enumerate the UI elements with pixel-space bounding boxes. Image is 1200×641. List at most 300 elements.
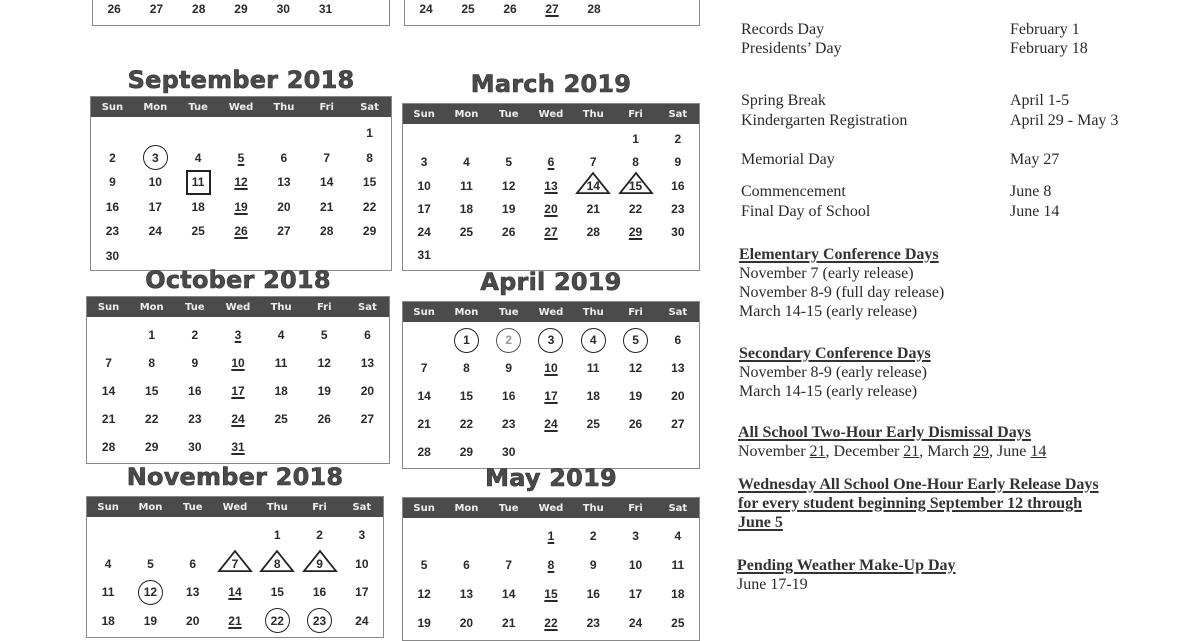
day-number: 16 [502,389,516,403]
day-cell [260,433,303,461]
day-cell [303,377,346,405]
event-name: Kindergarten Registration [741,112,908,129]
month-title: September 2018 [127,66,355,94]
day-number: 15 [145,384,159,398]
day-cell [614,438,656,466]
section-line: November 7 (early release) [739,265,914,282]
day-number: 26 [503,2,517,16]
day-number: 9 [505,361,513,375]
day-cell [214,578,256,607]
week-row [403,326,699,354]
day-cell [262,195,305,220]
weekday-header [403,498,699,518]
month-grid [90,96,392,271]
day-cell [177,244,220,269]
day-cell [216,405,259,433]
date-underlined: 14 [1030,443,1047,460]
day-cell [657,580,699,609]
day-number: 9 [589,558,597,572]
day-number: 20 [671,389,685,403]
weekday-label: Thu [270,301,292,313]
day-cell [530,410,572,438]
day-cell [614,410,656,438]
day-cell [403,221,445,244]
section-heading: June 5 [738,514,783,531]
day-cell [305,170,348,195]
day-cell [445,382,487,410]
day-cell [572,522,614,551]
day-cell [346,349,389,377]
weekday-label: Sat [360,101,379,113]
day-number: 29 [234,2,248,16]
day-cell [657,244,699,267]
day-number: 28 [192,2,206,16]
day-number: 15 [270,585,284,599]
day-number: 20 [544,201,558,216]
event-row [741,111,907,130]
day-cell [348,219,391,244]
day-cell [129,578,171,607]
weekday-header [87,497,383,517]
day-number: 13 [360,356,375,370]
month-grid [86,496,384,638]
week-row [93,0,389,23]
day-cell [262,244,305,269]
month-days [403,518,699,640]
day-number: 3 [548,326,555,354]
day-cell [347,0,389,23]
elementary-conference-section [739,245,944,321]
day-cell [445,175,487,198]
day-cell [488,198,530,221]
day-number: 17 [417,201,431,216]
day-cell [341,578,383,607]
day-cell [445,580,487,609]
day-number: 31 [417,248,431,263]
month-title: November 2018 [126,463,344,491]
event-date-text: June 8 [1010,183,1052,200]
weekday-label: Fri [628,306,643,318]
two-hour-dismissal-section [738,423,1046,461]
day-number: 27 [149,2,164,16]
day-cell [130,377,173,405]
day-number: 10 [148,175,162,189]
day-cell [614,382,656,410]
section-heading: Pending Weather Make-Up Day [737,557,956,574]
day-cell [348,244,391,269]
day-number: 10 [355,556,369,571]
day-cell [304,0,346,23]
weekday-header [403,302,699,322]
event-date [1010,111,1118,130]
day-number: 19 [628,389,643,403]
day-number: 4 [104,556,112,571]
day-cell [572,551,614,580]
day-cell [303,433,346,461]
day-cell [87,550,129,579]
weekday-label: Fri [319,101,334,113]
day-cell [614,326,656,354]
day-number: 6 [189,556,197,571]
day-number: 19 [502,201,516,216]
day-cell [130,433,173,461]
day-cell [614,551,656,580]
day-number: 7 [589,155,597,170]
section-line: November 8-9 (full day release) [739,284,945,301]
day-cell [488,438,530,466]
day-cell [488,175,530,198]
day-cell [488,551,530,580]
day-number: 21 [228,613,242,628]
month-grid [86,296,390,464]
day-cell [572,354,614,382]
day-cell [614,128,656,151]
weekday-label: Thu [582,502,604,514]
day-number: 14 [586,178,600,193]
day-number: 4 [674,529,682,543]
month-days [87,317,389,463]
day-number: 2 [109,150,116,165]
day-cell [173,349,216,377]
day-number: 7 [420,361,428,375]
day-cell [220,195,263,220]
day-number: 20 [186,613,200,628]
day-number: 13 [277,175,291,189]
day-number: 16 [312,585,327,599]
weekday-label: Mon [139,301,164,313]
day-number: 11 [460,178,473,193]
day-cell [87,377,130,405]
day-number: 13 [459,587,474,601]
day-number: 14 [101,384,116,398]
text: November [738,443,810,460]
day-cell [403,175,445,198]
day-cell [134,121,177,146]
day-number: 14 [320,175,334,189]
weekday-label: Sat [668,502,688,514]
day-cell [173,321,216,349]
day-cell [216,433,259,461]
weekday-label: Tue [498,502,519,514]
month-grid [402,497,700,641]
day-cell [657,354,699,382]
event-name: Presidents’ Day [741,40,842,57]
week-row [87,550,383,579]
event-name: Memorial Day [741,151,835,168]
day-number: 28 [586,225,600,240]
event-date [1010,91,1069,110]
day-cell [173,377,216,405]
day-number: 16 [105,199,120,214]
weekday-label: Wed [538,306,564,318]
day-cell [488,151,530,174]
weather-makeup-section [737,556,956,594]
day-number: 26 [317,412,331,426]
month-title: October 2018 [145,266,331,294]
event-date [1010,20,1080,39]
section-line: November 8-9 (early release) [739,364,927,381]
day-cell [530,580,572,609]
day-number: 16 [671,178,685,193]
month-days [403,322,699,468]
month-grid [402,301,700,469]
day-cell [305,146,348,171]
month-title: May 2019 [485,464,617,492]
day-cell [530,438,572,466]
week-row [91,244,391,269]
day-cell [130,349,173,377]
event-row [741,150,835,169]
day-cell [305,244,348,269]
day-cell [220,0,262,23]
day-number: 25 [459,225,474,240]
day-number: 1 [463,326,470,354]
week-row [87,433,389,461]
day-number: 1 [366,126,373,140]
week-row [403,609,699,638]
day-cell [220,170,263,195]
day-number: 11 [274,356,288,370]
day-number: 15 [362,175,377,189]
day-cell [614,522,656,551]
day-cell [348,195,391,220]
day-cell [488,609,530,638]
day-cell [298,607,340,636]
day-number: 30 [502,445,516,459]
day-cell [262,0,304,23]
day-cell [172,607,214,636]
day-number: 13 [544,178,558,193]
month-grid [402,103,700,271]
weekday-label: Tue [182,501,203,513]
day-cell [91,146,134,171]
weekday-header [87,297,389,317]
day-cell [348,170,391,195]
day-cell [657,175,699,198]
weekday-label: Sun [413,306,435,318]
day-cell [403,326,445,354]
day-number: 10 [417,178,431,193]
day-cell [135,0,177,23]
secondary-conference-section [739,344,931,401]
weekday-label: Mon [454,306,479,318]
week-row [87,405,389,433]
day-cell [403,151,445,174]
week-row [403,198,699,221]
day-cell [445,438,487,466]
day-cell [260,377,303,405]
day-number: 25 [274,412,288,426]
day-number: 5 [147,556,154,571]
day-cell [134,195,177,220]
day-cell [348,146,391,171]
day-cell [305,121,348,146]
day-number: 19 [417,616,431,630]
day-number: 17 [628,587,643,601]
day-cell [488,128,530,151]
day-number: 8 [273,556,281,571]
day-cell [130,405,173,433]
day-cell [488,410,530,438]
day-cell [346,405,389,433]
day-number: 23 [105,224,120,238]
day-number: 22 [271,607,284,636]
day-number: 3 [234,328,242,342]
day-number: 17 [148,199,162,214]
day-number: 22 [145,412,159,426]
day-cell [262,219,305,244]
day-cell [657,522,699,551]
month-title: April 2019 [480,268,622,296]
text: , March [919,443,974,460]
text: , December [825,443,904,460]
week-row [403,151,699,174]
day-number: 30 [276,2,290,16]
event-date [1010,182,1051,201]
day-cell [298,550,340,579]
day-number: 28 [320,224,334,238]
day-number: 7 [323,150,331,165]
day-cell [657,609,699,638]
day-number: 26 [234,224,248,238]
weekday-label: Wed [222,501,248,513]
day-cell [216,321,259,349]
day-number: 8 [463,361,470,375]
day-cell [530,354,572,382]
day-number: 27 [671,417,685,431]
weekday-label: Wed [225,301,251,313]
day-cell [403,198,445,221]
day-number: 2 [674,132,682,146]
day-cell [303,405,346,433]
event-row [741,91,826,110]
day-cell [134,146,177,171]
day-number: 29 [362,224,377,238]
day-number: 8 [632,155,639,170]
day-number: 16 [586,587,600,601]
day-number: 22 [628,201,643,216]
day-cell [489,0,531,23]
day-cell [220,121,263,146]
day-cell [341,607,383,636]
day-number: 23 [671,201,685,216]
day-cell [129,521,171,550]
day-cell [346,377,389,405]
day-number: 27 [360,412,375,426]
day-number: 15 [628,178,643,193]
day-cell [572,438,614,466]
day-number: 30 [105,248,120,263]
day-cell [614,221,656,244]
day-cell [657,0,699,23]
section-line [738,442,1046,461]
day-cell [530,151,572,174]
day-cell [134,219,177,244]
day-number: 18 [101,613,115,628]
day-number: 5 [505,155,513,170]
day-cell [216,349,259,377]
day-cell [530,326,572,354]
text: , June [989,443,1031,460]
week-row [91,121,391,146]
day-cell [614,198,656,221]
day-cell [341,521,383,550]
day-number: 13 [671,361,685,375]
day-number: 24 [419,2,433,16]
week-row [403,410,699,438]
day-number: 19 [234,199,248,214]
event-date-text: February 1 [1010,21,1080,38]
day-number: 25 [586,417,600,431]
day-cell [172,521,214,550]
day-cell [445,522,487,551]
day-number: 4 [194,150,202,165]
day-cell [572,609,614,638]
day-cell [87,521,129,550]
weekday-label: Mon [143,101,168,113]
day-number: 29 [145,440,159,454]
weekday-header [403,104,699,124]
week-row [87,578,383,607]
day-number: 1 [547,529,555,543]
day-cell [305,195,348,220]
weekday-label: Sat [668,108,688,120]
event-date-text: February 18 [1010,40,1088,57]
day-cell [346,321,389,349]
day-cell [87,321,130,349]
day-cell [403,522,445,551]
day-number: 30 [671,225,685,240]
day-cell [298,578,340,607]
day-number: 21 [320,199,334,214]
day-number: 11 [192,170,205,195]
weekday-label: Sat [358,301,377,313]
day-cell [177,146,220,171]
day-number: 19 [143,613,158,628]
month-title: March 2019 [470,70,632,98]
event-row [741,20,824,39]
weekday-label: Tue [188,101,208,113]
event-date-text: April 1-5 [1010,92,1070,109]
event-row [741,39,842,58]
day-cell [403,551,445,580]
day-number: 14 [228,585,242,599]
month-days [87,517,383,637]
day-cell [260,349,303,377]
day-number: 20 [360,384,375,398]
section-line: March 14-15 (early release) [739,383,918,400]
day-number: 24 [544,417,558,431]
weekday-label: Sun [413,108,435,120]
day-cell [488,580,530,609]
day-cell [488,522,530,551]
day-cell [262,146,305,171]
day-cell [87,349,130,377]
day-number: 24 [148,224,162,238]
week-row [405,0,699,23]
day-cell [177,170,220,195]
day-cell [403,128,445,151]
day-number: 20 [459,616,474,630]
day-cell [260,405,303,433]
date-underlined: 21 [809,443,826,460]
day-cell [220,146,263,171]
day-cell [177,219,220,244]
date-underlined: 29 [973,443,990,460]
event-row [741,182,846,201]
day-number: 24 [355,613,369,628]
day-cell [403,382,445,410]
